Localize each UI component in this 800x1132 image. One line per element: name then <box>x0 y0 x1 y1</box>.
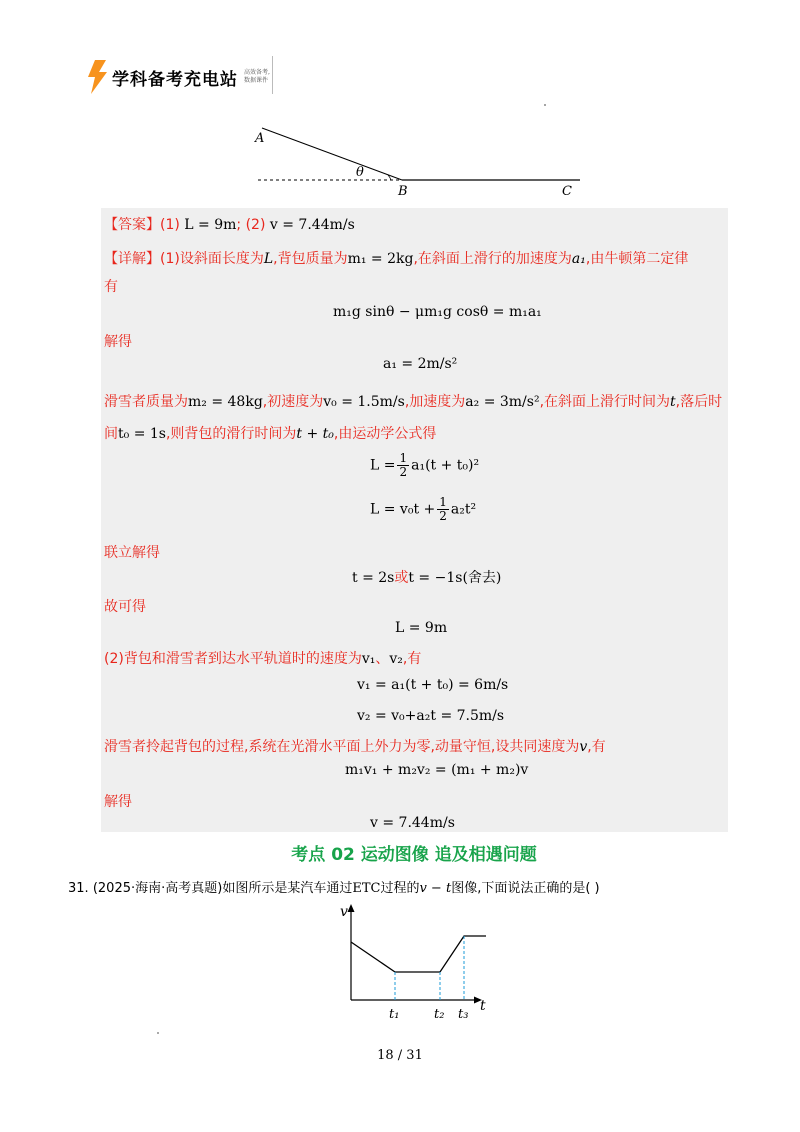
answer-line: 【答案】(1) L = 9m; (2) v = 7.44m/s <box>104 217 355 233</box>
equation-newton: m₁g sinθ − μm₁g cosθ = m₁a₁ <box>333 304 542 320</box>
tick-label-t3: t₃ <box>458 1007 469 1022</box>
solve-label-1: 解得 <box>104 334 132 350</box>
decorative-dot <box>544 104 546 106</box>
label-c: C <box>562 184 572 199</box>
section-title: 考点 02 运动图像 追及相遇问题 <box>291 845 537 865</box>
label-a: A <box>255 131 265 146</box>
solve-label-2: 联立解得 <box>104 545 160 561</box>
lightning-icon <box>86 60 108 94</box>
vt-graph <box>336 898 496 1022</box>
brand-slogan: 高效备考, 数据课件 <box>244 69 270 84</box>
equation-momentum: m₁v₁ + m₂v₂ = (m₁ + m₂)v <box>345 762 529 778</box>
label-theta: θ <box>356 165 364 180</box>
header-divider <box>272 56 273 94</box>
equation-L-skier: L = v₀t + $\frac{1}{2}$ a₂t² <box>370 495 477 523</box>
header-logo <box>86 58 270 96</box>
detail-line-3: 滑雪者质量为m₂ = 48kg,初速度为v₀ = 1.5m/s,加速度为a₂ = 3m/s²,在斜面上滑行时间为t,落后时 <box>104 394 723 410</box>
label-b: B <box>398 184 408 199</box>
axis-label-v: v <box>340 904 348 920</box>
tick-label-t2: t₂ <box>434 1007 445 1022</box>
brand-name: 学科备考充电站 <box>112 69 238 90</box>
detail-line-1: 【详解】(1)设斜面长度为L,背包质量为m₁ = 2kg,在斜面上滑行的加速度为a₁,由牛顿第二定律 <box>104 251 689 267</box>
detail-line-6: 滑雪者拎起背包的过程,系统在光滑水平面上外力为零,动量守恒,设共同速度为v,有 <box>104 739 606 755</box>
equation-t: t = 2s或t = −1s(舍去) <box>352 570 502 586</box>
equation-a1: a₁ = 2m/s² <box>383 356 458 372</box>
conclusion-label: 故可得 <box>104 599 146 615</box>
detail-line-5: (2)背包和滑雪者到达水平轨道时的速度为v₁、v₂,有 <box>104 651 422 667</box>
equation-v2: v₂ = v₀+a₂t = 7.5m/s <box>357 708 505 724</box>
equation-v1: v₁ = a₁(t + t₀) = 6m/s <box>357 677 509 693</box>
page-number: 18 / 31 <box>377 1048 423 1063</box>
tick-label-t1: t₁ <box>389 1007 400 1022</box>
equation-v-result: v = 7.44m/s <box>370 815 455 831</box>
decorative-dot-2 <box>157 1032 159 1034</box>
detail-line-4: 间t₀ = 1s,则背包的滑行时间为t + t₀,由运动学公式得 <box>104 426 437 442</box>
detail-line-2: 有 <box>104 279 118 295</box>
axis-label-t: t <box>480 998 486 1014</box>
question-31: 31. (2025·海南·高考真题)如图所示是某汽车通过ETC过程的v − t图像,下面说法正确的是( ) <box>68 881 600 896</box>
solve-label-3: 解得 <box>104 794 132 810</box>
incline-diagram <box>250 118 590 200</box>
equation-L-result: L = 9m <box>395 620 448 636</box>
equation-L-backpack: L = $\frac{1}{2}$ a₁(t + t₀)² <box>370 451 480 479</box>
